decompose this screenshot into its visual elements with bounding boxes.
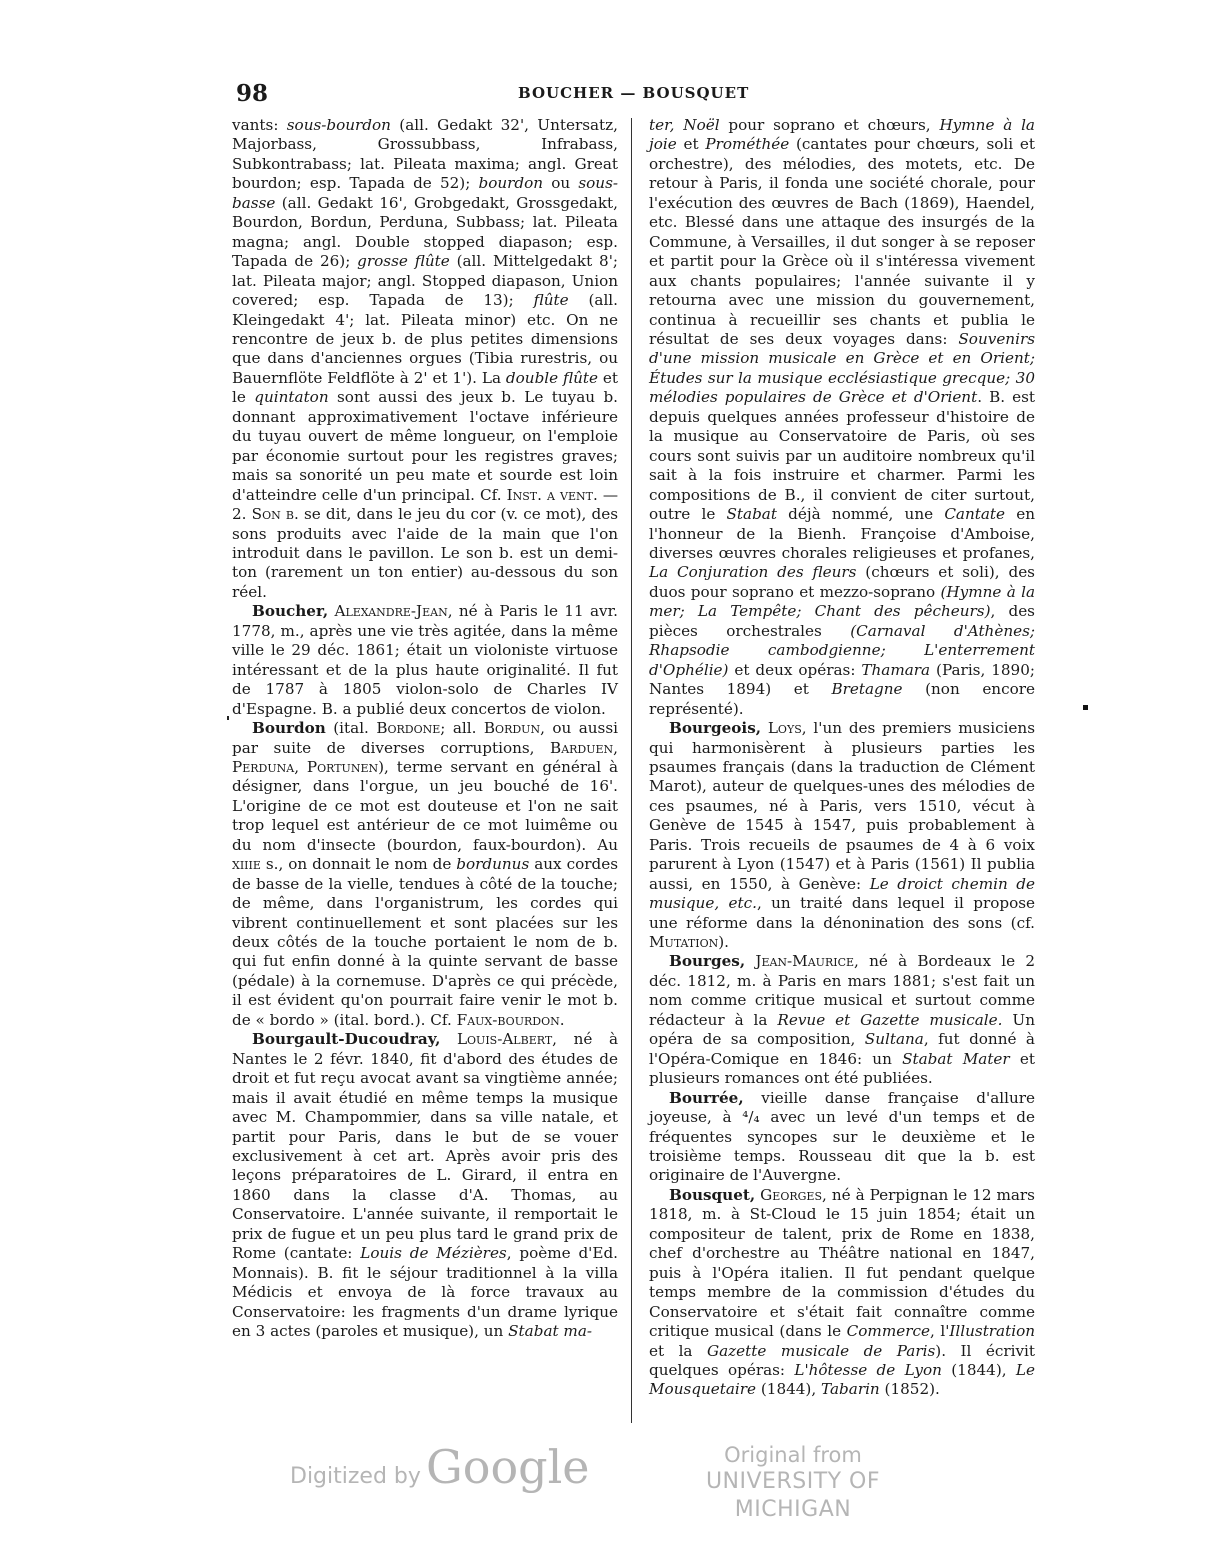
entry-headword: Bousquet, <box>669 1185 756 1204</box>
margin-mark <box>227 716 229 720</box>
digitized-by-label: Digitized by <box>290 1464 421 1489</box>
original-from-label: Original from <box>724 1443 862 1467</box>
original-from-watermark <box>668 1442 918 1524</box>
entry-boucher: Boucher, Alexandre-Jean, né à Paris le 11 avr. 1778, m., après une vie très agitée, dans la même ville le 29 déc. 1861; était un violoniste virtuose intéressant et de la plus haute originalité. Il fut de 1787 à 1805 violon-solo de Charles IV d'Espagne. B. a publié deux concertos de violon. <box>232 602 618 718</box>
right-column <box>649 116 1035 1400</box>
running-head: BOUCHER — BOUSQUET <box>518 84 750 102</box>
left-column <box>232 116 618 1342</box>
google-logo: Google <box>426 1440 590 1494</box>
entry-headword: Bourdon <box>252 719 326 738</box>
entry-headword: Bourges, <box>669 952 746 971</box>
page-number: 98 <box>236 80 269 107</box>
entry-headword: Bourrée, <box>669 1088 744 1107</box>
entry-continuation: vants: sous-bourdon (all. Gedakt 32', Untersatz, Majorbass, Grossubbass, Infrabass, Subkontrabass; lat. Pileata maxima; angl. Great bourdon; esp. Tapada de 52); bourdon ou sous-basse (all. Gedakt 16', Grobgedakt, Grossgedakt, Bourdon, Bordun, Perduna, Subbass; lat. Pileata magna; angl. Double stopped diapason; esp. Tapada de 26); grosse flûte (all. Mittelgedakt 8'; lat. Pileata major; angl. Stopped diapason, Union covered; esp. Tapada de 13); flûte (all. Kleingedakt 4'; lat. Pileata minor) etc. On ne rencontre de jeux b. de plus petites dimensions que dans d'anciennes orgues (Tibia rurestris, ou Bauernflöte Feldflöte à 2' et 1'). La double flûte et le quintaton sont aussi des jeux b. Le tuyau b. donnant approximativement l'octave inférieure du tuyau ouvert de même longueur, on l'emploie par économie surtout pour les registres graves; mais sa sonorité un peu mate et sourde est loin d'atteindre celle d'un principal. Cf. Inst. a vent. — 2. Son b. se dit, dans le jeu du cor (v. ce mot), des sons produits avec l'aide de la main que l'on introduit dans le pavillon. Le son b. est un demi-ton (rarement un ton entier) au-dessous du son réel. <box>232 116 619 601</box>
entry-continuation: ter, Noël pour soprano et chœurs, Hymne à la joie et Prométhée (cantates pour chœurs, soli et orchestre), des mélodies, des motets, etc. De retour à Paris, il fonda une société chorale, pour l'exécution des œuvres de Bach (1869), Haendel, etc. Blessé dans une attaque des insurgés de la Commune, à Versailles, il dut songer à se reposer et partit pour la Grèce où il s'intéressa vivement aux chants populaires; l'année suivante il y retourna avec une mission du gouvernement, continua à recueillir ses chants et publia le résultat de ses deux voyages dans: Souvenirs d'une mission musicale en Grèce et en Orient; Études sur la musique ecclésiastique grecque; 30 mélodies populaires de Grèce et d'Orient. B. est depuis quelques années professeur d'histoire de la musique au Conservatoire de Paris, où ses cours sont suivis par un auditoire nombreux qu'il sait à la fois instruire et charmer. Parmi les compositions de B., il convient de citer surtout, outre le Stabat déjà nommé, une Cantate en l'honneur de la Bienh. Françoise d'Amboise, diverses œuvres chorales religieuses et profanes, La Conjuration des fleurs (chœurs et soli), des duos pour soprano et mezzo-soprano (Hymne à la mer; La Tempête; Chant des pêcheurs), des pièces orchestrales (Carnaval d'Athènes; Rhapsodie cambodgienne; L'enterrement d'Ophélie) et deux opéras: Thamara (Paris, 1890; Nantes 1894) et Bretagne (non encore représenté). <box>649 116 1036 718</box>
entry-bourree: Bourrée, vieille danse française d'allure joyeuse, à ⁴/₄ avec un levé d'un temps et de fréquentes syncopes sur le deuxième et le troisième temps. Rousseau dit que la b. est originaire de l'Auvergne. <box>649 1088 1035 1185</box>
margin-dot <box>1083 705 1088 710</box>
entry-headword: Bourgault-Ducoudray, <box>252 1030 441 1049</box>
entry-headword: Boucher, <box>252 602 329 621</box>
entry-bourges: Bourges, Jean-Maurice, né à Bordeaux le 2 déc. 1812, m. à Paris en mars 1881; s'est fait un nom comme critique musical et surtout comme rédacteur à la Revue et Gazette musicale. Un opéra de sa composition, Sultana, fut donné à l'Opéra-Comique en 1846: un Stabat Mater et plusieurs romances ont été publiées. <box>649 952 1035 1088</box>
university-label: UNIVERSITY OF MICHIGAN <box>705 1469 881 1522</box>
digitized-by-watermark <box>290 1440 590 1494</box>
entry-bourgault-ducoudray: Bourgault-Ducoudray, Louis-Albert, né à Nantes le 2 févr. 1840, fit d'abord des études de droit et fut reçu avocat avant sa vingtième année; mais il avait étudié en même temps la musique avec M. Champommier, dans sa ville natale, et partit pour Paris, dans le but de se vouer exclusivement à cet art. Après avoir pris des leçons préparatoires de L. Girard, il entra en 1860 dans la classe d'A. Thomas, au Conservatoire. L'année suivante, il remportait le prix de fugue et un peu plus tard le grand prix de Rome (cantate: Louis de Mézières, poème d'Ed. Monnais). B. fit le séjour traditionnel à la villa Médicis et envoya de là force travaux au Conservatoire: les fragments d'un drame lyrique en 3 actes (paroles et musique), un Stabat ma- <box>232 1030 618 1341</box>
column-divider <box>631 118 632 1423</box>
entry-headword: Bourgeois, <box>669 719 762 738</box>
entry-bourdon: Bourdon (ital. Bordone; all. Bordun, ou aussi par suite de diverses corruptions, Barduen, Perduna, Portunen), terme servant en général à désigner, dans l'orgue, un jeu bouché de 16'. L'origine de ce mot est douteuse et l'on ne sait trop lequel est antérieur de ce mot luimême ou du nom d'insecte (bourdon, faux-bourdon). Au xiiie s., on donnait le nom de bordunus aux cordes de basse de la vielle, tendues à côté de la touche; de même, dans l'organistrum, les cordes qui vibrent continuellement et sont placées sur les deux côtés de la touche portaient le nom de b. qui fut enfin donné à la quinte servant de basse (pédale) à la cornemuse. D'après ce qui précède, il est évident qu'on pourrait faire venir le mot b. de « bordo » (ital. bord.). Cf. Faux-bourdon. <box>232 719 618 1029</box>
entry-bourgeois: Bourgeois, Loys, l'un des premiers musiciens qui harmonisèrent à plusieurs parties les psaumes français (dans la traduction de Clément Marot), auteur de quelques-unes des mélodies de ces psaumes, né à Paris, vers 1510, vécut à Genève de 1545 à 1547, puis probablement à Paris. Trois recueils de psaumes de 4 à 6 voix parurent à Lyon (1547) et à Paris (1561) Il publia aussi, en 1550, à Genève: Le droict chemin de musique, etc., un traité dans lequel il propose une réforme dans la dénonination des sons (cf. Mutation). <box>649 719 1035 952</box>
entry-bousquet: Bousquet, Georges, né à Perpignan le 12 mars 1818, m. à St-Cloud le 15 juin 1854; était un compositeur de talent, prix de Rome en 1838, chef d'orchestre au Théâtre national en 1847, puis à l'Opéra italien. Il fut pendant quelque temps membre de la commission d'études du Conservatoire et s'était fait connaître comme critique musical (dans le Commerce, l'Illustration et la Gazette musicale de Paris). Il écrivit quelques opéras: L'hôtesse de Lyon (1844), Le Mousquetaire (1844), Tabarin (1852). <box>649 1185 1035 1399</box>
